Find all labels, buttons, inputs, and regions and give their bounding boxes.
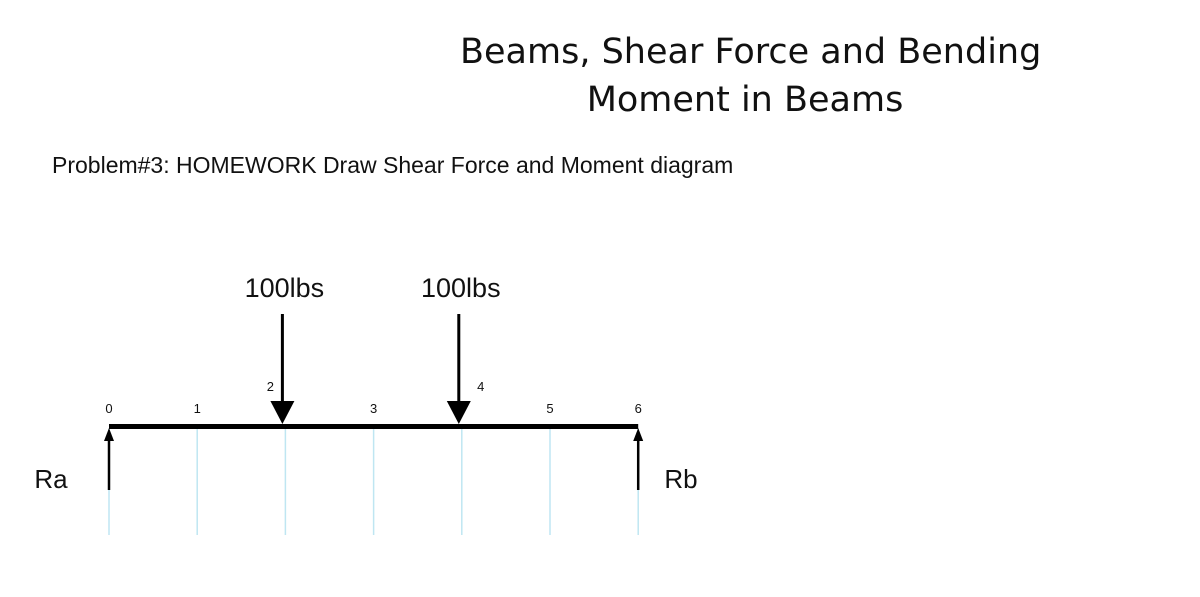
title-line-1: Beams, Shear Force and Bending bbox=[460, 32, 1042, 72]
guide-lines bbox=[109, 429, 638, 535]
tick-label-3: 3 bbox=[369, 401, 378, 416]
problem-statement: Problem#3: HOMEWORK Draw Shear Force and Moment diagram bbox=[52, 152, 734, 178]
tick-label-5: 5 bbox=[546, 401, 554, 416]
reaction-label-rb: Rb bbox=[664, 464, 698, 494]
tick-label-0: 0 bbox=[105, 401, 113, 416]
load-label-2: 100lbs bbox=[421, 273, 501, 303]
tick-label-4: 4 bbox=[477, 379, 485, 394]
reaction-arrow-head-rb bbox=[633, 428, 643, 441]
tick-label-2: 2 bbox=[266, 379, 275, 394]
reaction-label-ra: Ra bbox=[34, 464, 68, 494]
tick-label-6: 6 bbox=[634, 401, 642, 416]
title-line-2: Moment in Beams bbox=[586, 80, 904, 120]
load-label-1: 100lbs bbox=[244, 273, 325, 303]
load-arrow-head-2 bbox=[447, 401, 471, 424]
support-reactions bbox=[34, 428, 697, 494]
load-arrow-head-1 bbox=[270, 401, 294, 424]
tick-label-1: 1 bbox=[193, 401, 201, 416]
position-tick-labels bbox=[105, 379, 641, 416]
reaction-arrow-head-ra bbox=[104, 428, 114, 441]
beam bbox=[109, 424, 638, 429]
